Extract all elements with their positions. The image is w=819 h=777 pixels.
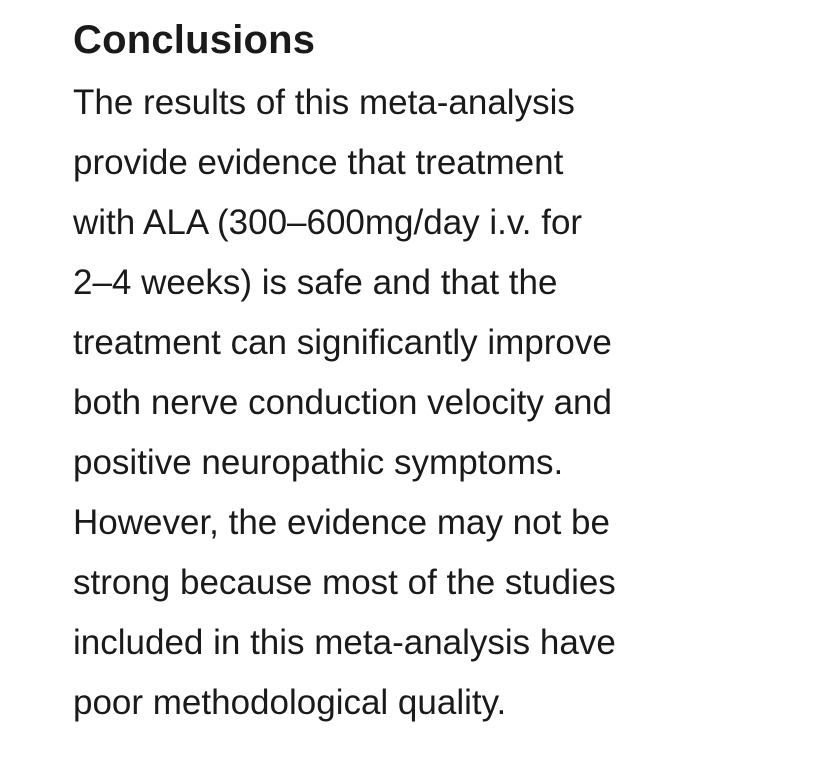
conclusions-section — [73, 16, 793, 733]
body-line-7: positive neuropathic symptoms. — [73, 443, 564, 482]
body-line-11: poor methodological quality. — [73, 683, 507, 722]
body-line-9: strong because most of the studies — [73, 563, 616, 602]
body-line-3: with ALA (300–600mg/day i.v. for — [73, 203, 583, 242]
body-line-6: both nerve conduction velocity and — [73, 383, 612, 422]
body-line-4: 2–4 weeks) is safe and that the — [73, 263, 558, 302]
body-line-10: included in this meta-analysis have — [73, 623, 616, 662]
body-line-5: treatment can significantly improve — [73, 323, 612, 362]
body-line-1: The results of this meta-analysis — [73, 83, 575, 122]
section-heading: Conclusions — [73, 18, 316, 62]
section-body-text — [73, 73, 793, 733]
body-line-2: provide evidence that treatment — [73, 143, 564, 182]
body-line-8: However, the evidence may not be — [73, 503, 610, 542]
